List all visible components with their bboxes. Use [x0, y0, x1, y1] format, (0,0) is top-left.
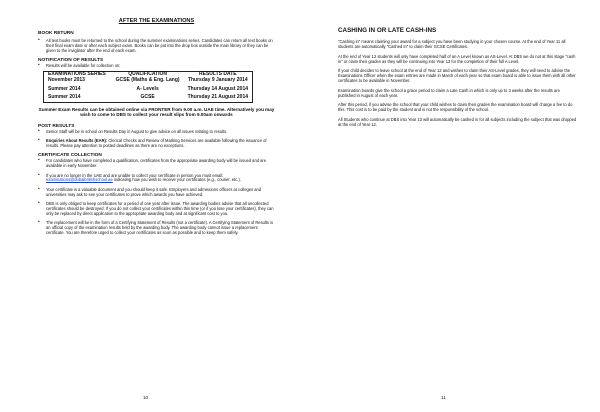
- cell-qualification: A- Levels: [136, 85, 159, 92]
- certificate-item: [38, 174, 275, 184]
- paragraph: After this period, if you advise the school that your child wishes to claim their grades the examination board will charge a fee to do this. This cost is to be paid by the student and is not the responsibility of the school.: [338, 102, 573, 113]
- cell-qualification: GCSE: [140, 94, 155, 101]
- cell-qualification: GCSE (Maths & Eng. Lang): [115, 76, 180, 83]
- page-number: 11: [441, 395, 446, 400]
- post-results-item: [38, 139, 275, 149]
- certificate-item: • DBS is only obliged to keep certificates for a period of one year after issue. The awarding bodies advise that all uncollected certificates should be destroyed. If you do not collect your certificates within this time (or if you lose your certificates), they can only be replaced by direct application to the appropriate awarding body and at significant cost to you.: [38, 202, 275, 217]
- notification-heading: NOTIFICATION OF RESULTS: [38, 57, 104, 63]
- ear-text: Clerical Checks and Review of Marking Services are available following the issuance of results. Please pay attention to posted deadlines as there are no exceptions.: [46, 137, 267, 148]
- header-series: EXAMINATIONS SERIES: [48, 70, 106, 77]
- exam-email-link[interactable]: examinations@dubaibritishschool.ae: [46, 177, 113, 183]
- cell-series: Summer 2014: [48, 85, 81, 92]
- book-return-section: [38, 31, 275, 54]
- cell-date: Thursday 21 August 2014: [187, 94, 249, 101]
- table-row: [44, 78, 253, 84]
- post-results-section: [38, 124, 275, 149]
- certificate-heading: CERTIFICATE COLLECTION: [38, 153, 102, 159]
- post-results-item: • Senior Staff will be in school on Results Day in August to give advice on all issues relating to results.: [38, 130, 275, 135]
- certificate-item: • The replacement will be in the form of a Certifying Statement of Results (not a certificate). A Certifying Statement of Results is an official copy of the examination results held by the awarding body. The awarding body cannot issue a replacement certificate. You are therefore urged to collect your certificates as soon as possible and to keep them safely.: [38, 221, 275, 236]
- ear-lead: Enquiries About Results (EAR):: [46, 137, 108, 143]
- certificate-item: • For candidates who have completed a qualification, certificates from the appropriate awarding body will be issued and are available in early November.: [38, 159, 275, 169]
- online-results-note: Summer Exam Results can be obtained online via FRONTER from 9.00 a.m. UAE time. Alternatively you may wish to come to DBS to collect your result slips from 9.00am onwards: [38, 106, 275, 118]
- right-page: [300, 0, 600, 412]
- email-text-before: If you are no longer in the UAE and are unable to collect your certificate in person you must email:: [46, 172, 224, 178]
- page-number: 10: [143, 395, 149, 400]
- page-title: AFTER THE EXAMINATIONS: [118, 18, 195, 24]
- book-return-heading: BOOK RETURN: [38, 31, 74, 36]
- cell-date: Thursday 9 January 2014: [187, 76, 248, 83]
- table-row: [44, 84, 253, 93]
- certificate-section: [38, 153, 275, 236]
- paragraph: If your child decides to leave school at the end of Year 12 and wishes to claim their AS-Level grades, they will need to advise the Examinations Officer when the exam entries are made in March of each year so that exam board is able to issue them with all other certificates to be available in November.: [338, 68, 576, 84]
- cell-series: November 2013: [48, 76, 85, 83]
- notification-intro: • Results will be available for collection on:: [38, 64, 275, 69]
- header-qualification: QUALIFICATION: [128, 70, 168, 77]
- post-results-heading: POST RESULTS: [38, 123, 75, 129]
- paragraph: At the end of Year 12 students will only have completed half of an A Level known as AS-Level. At DBS we do not at this stage "cash in" or claim their grades as they will be continuing into Year 13 for the completion of their full A Level.: [338, 53, 576, 64]
- notification-section: [38, 58, 275, 118]
- header-results-date: RESULTS DATE: [199, 70, 237, 77]
- paragraph: "Cashing in" means claiming your award for a subject you have been studying in your chosen course. At the end of Year 11 all students are automatically "Cashed In" to claim their GCSE Certificates.: [338, 39, 566, 49]
- book-return-item: • All text books must be returned to the school during the summer examinations series. Candidates can return all text books on their final exam date or after each subject exam. Books can be put into the drop box outside the main library or they can be given to the invigilator after the end of each exam.: [38, 39, 275, 54]
- cell-date: Thursday 14 August 2014: [187, 85, 249, 92]
- certificate-item: • Your certificate is a valuable document and you should keep it safe. Employers and admissions officers at colleges and universities may ask to see your certificates to prove which awards you have achieved.: [38, 188, 275, 198]
- results-table: [43, 71, 253, 103]
- paragraph: All Students who continue at DBS into Year 13 will automatically be cashed in for all subjects including the subject that was dropped at the end of Year 12.: [338, 116, 577, 127]
- email-text-after: indicating how you wish to receive your certificates (e.g., courier, etc.).: [112, 177, 241, 183]
- paragraph: Examination boards give the school a grace period to claim a Late Cash in which is only up to 3 weeks after the results are published in August of each year.: [338, 87, 560, 98]
- page-title: CASHING IN OR LATE CASH-INS: [338, 27, 437, 34]
- cell-series: Summer 2014: [48, 94, 81, 101]
- table-row: [44, 92, 253, 102]
